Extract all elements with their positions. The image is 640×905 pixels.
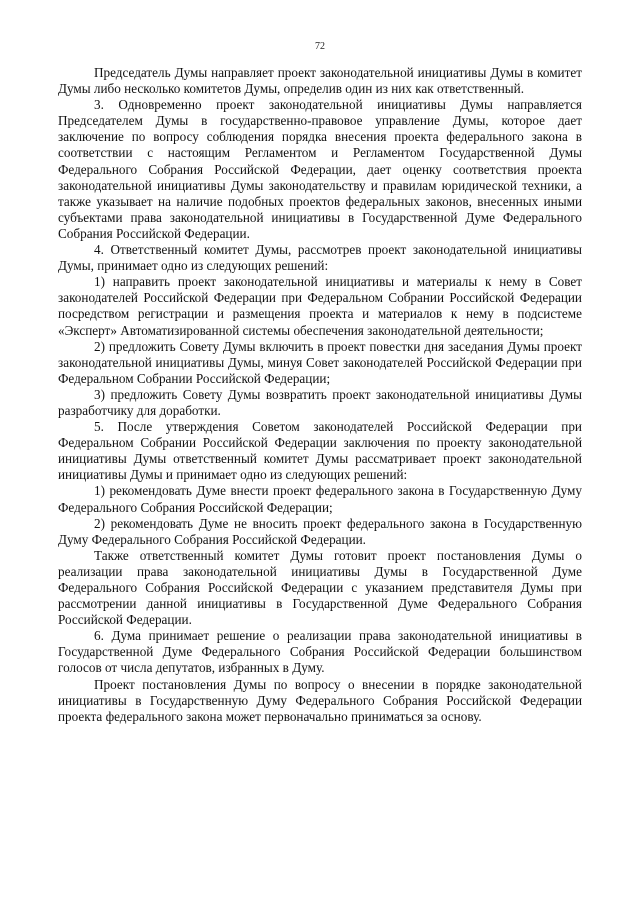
paragraph: Председатель Думы направляет проект законодательной инициативы Думы в комитет Думы либо несколько комитетов Думы, определив один из них как ответственный. — [58, 65, 582, 97]
document-body — [58, 65, 582, 725]
paragraph: Проект постановления Думы по вопросу о внесении в порядке законодательной инициативы в Государственную Думу Федерального Собрания Российской Федерации проекта федерального закона может первоначально приниматься за основу. — [58, 676, 582, 724]
paragraph: 1) рекомендовать Думе внести проект федерального закона в Государственную Думу Федерального Собрания Российской Федерации; — [58, 483, 582, 515]
paragraph: 6. Дума принимает решение о реализации права законодательной инициативы в Государственной Думе Федерального Собрания Российской Федерации большинством голосов от числа депутатов, избранных в Думу. — [58, 628, 582, 676]
paragraph: Также ответственный комитет Думы готовит проект постановления Думы о реализации права законодательной инициативы Думы в Государственной Думе Федерального Собрания Российской Федерации с указанием представителя Думы при рассмотрении данной инициативы в Государственной Думе Федерального Собрания Российской Федерации. — [58, 547, 582, 628]
paragraph: 4. Ответственный комитет Думы, рассмотрев проект законодательной инициативы Думы, принимает одно из следующих решений: — [58, 242, 582, 274]
paragraph: 3) предложить Совету Думы возвратить проект законодательной инициативы Думы разработчику для доработки. — [58, 386, 582, 418]
paragraph: 1) направить проект законодательной инициативы и материалы к нему в Совет законодателей Российской Федерации при Федеральном Собрании Российской Федерации посредством регистрации и размещения проекта и материалов к нему в подсистеме «Эксперт» Автоматизированной системы обеспечения законодательной деятельности; — [58, 274, 582, 338]
paragraph: 2) предложить Совету Думы включить в проект повестки дня заседания Думы проект законодательной инициативы Думы, минуя Совет законодателей Российской Федерации при Федеральном Собрании Российской Федерации; — [58, 338, 582, 386]
paragraph: 3. Одновременно проект законодательной инициативы Думы направляется Председателем Думы в государственно-правовое управление Думы, которое дает заключение по вопросу соблюдения порядка внесения проекта федерального закона в соответствии с настоящим Регламентом и Регламентом Государственной Думы Федерального Собрания Российской Федерации, дает оценку соответствия проекта законодательной инициативы Думы законодательству и правилам юридической техники, а также указывает на наличие подобных проектов федеральных законов, внесенных иными субъектами права законодательной инициативы в Государственной Думе Федерального Собрания Российской Федерации. — [58, 97, 582, 241]
paragraph: 2) рекомендовать Думе не вносить проект федерального закона в Государственную Думу Федерального Собрания Российской Федерации. — [58, 515, 582, 547]
page-number: 72 — [315, 41, 325, 52]
paragraph: 5. После утверждения Советом законодателей Российской Федерации при Федеральном Собрании Российской Федерации заключения по проекту законодательной инициативы Думы ответственный комитет Думы рассматривает проект законодательной инициативы Думы и принимает одно из следующих решений: — [58, 419, 582, 483]
